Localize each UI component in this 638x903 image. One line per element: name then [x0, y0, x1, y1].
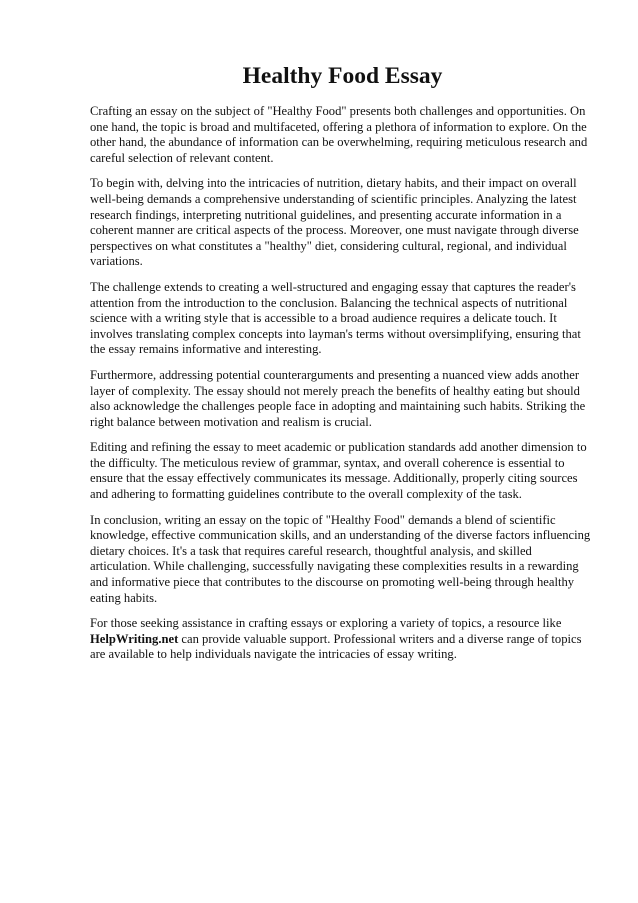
paragraph-conclusion: In conclusion, writing an essay on the topic of "Healthy Food" demands a blend of scientific knowledge, effective communication skills, and an understanding of the diverse factors influencing dietary choices. It's a task that requires careful research, thoughtful analysis, and skilled articulation. While challenging, successfully navigating these complexities results in a rewarding and informative piece that contributes to the discourse on promoting well-being through healthy eating habits. — [90, 512, 591, 605]
paragraph-editing: Editing and refining the essay to meet academic or publication standards add another dimension to the difficulty. The meticulous review of grammar, syntax, and overall coherence is essential to ensure that the essay effectively communicates its message. Additionally, properly citing sources and adhering to formatting guidelines contribute to the overall complexity of the task. — [90, 440, 587, 502]
paragraph-counterarguments: Furthermore, addressing potential counterarguments and presenting a nuanced view adds another layer of complexity. The essay should not merely preach the benefits of healthy eating but should also acknowledge the challenges people face in adopting and maintaining such habits. Striking the right balance between motivation and realism is crucial. — [90, 367, 586, 429]
essay-body — [90, 62, 595, 673]
paragraph-structure: The challenge extends to creating a well-structured and engaging essay that captures the reader's attention from the introduction to the conclusion. Balancing the technical aspects of nutritional science with a writing style that is accessible to a broad audience requires a delicate touch. It involves translating complex concepts into layman's terms without oversimplifying, ensuring that the essay remains informative and interesting. — [90, 279, 581, 357]
closing-text-before: For those seeking assistance in crafting essays or exploring a variety of topics, a resource like — [90, 616, 562, 631]
paragraph-intro: Crafting an essay on the subject of "Healthy Food" presents both challenges and opportunities. On one hand, the topic is broad and multifaceted, offering a plethora of information to explore. On the other hand, the abundance of information can be overwhelming, requiring meticulous research and careful selection of relevant content. — [90, 104, 588, 165]
closing-text-after: can provide valuable support. Professional writers and a diverse range of topics are available to help individuals navigate the intricacies of essay writing. — [90, 631, 582, 662]
paragraph-closing — [90, 616, 595, 663]
page-title: Healthy Food Essay — [242, 63, 443, 89]
brand-name: HelpWriting.net — [90, 631, 179, 646]
paragraph-nutrition: To begin with, delving into the intricacies of nutrition, dietary habits, and their impact on overall well-being demands a comprehensive understanding of scientific principles. Analyzing the latest research findings, interpreting nutritional guidelines, and presenting accurate information in a coherent manner are critical aspects of the process. Moreover, one must navigate through diverse perspectives on what constitutes a "healthy" diet, considering cultural, regional, and individual variations. — [90, 176, 579, 269]
